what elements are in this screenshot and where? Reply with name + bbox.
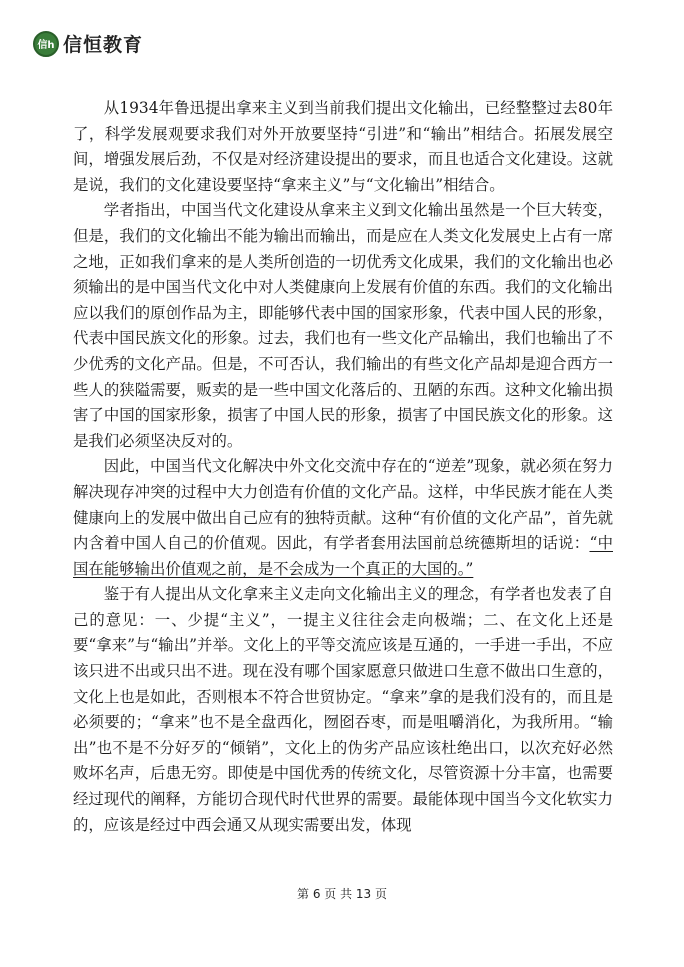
paragraph-3-text: 因此，中国当代文化解决中外文化交流中存在的“逆差”现象，就必须在努力解决现存冲突的过程中大力创造有价值的文化产品。这样，中华民族才能在人类健康向上的发展中做出自己应有的独特贡献。这种“有价值的文化产品”，首先就内含着中国人自己的价值观。因此，有学者套用法国前总统德斯坦的话说：	[73, 457, 613, 553]
brand-name: 信恒教育	[63, 34, 144, 56]
paragraph-4: 鉴于有人提出从文化拿来主义走向文化输出主义的理念，有学者也发表了自己的意见：一、少提“主义”，一提主义往往会走向极端；二、在文化上还是要“拿来”与“输出”并举。文化上的平等交流应该是互通的，一手进一手出，不应该只进不出或只出不进。现在没有哪个国家愿意只做进口生意不做出口生意的，文化上也是如此，否则根本不符合世贸协定。“拿来”拿的是我们没有的，而且是必须要的；“拿来”也不是全盘西化，囫囵吞枣，而是咀嚼消化，为我所用。“输出”也不是不分好歹的“倾销”，文化上的伪劣产品应该杜绝出口，以次充好必然败坏名声，后患无穷。即使是中国优秀的传统文化，尽管资源十分丰富，也需要经过现代的阐释，方能切合现代时代世界的需要。最能体现中国当今文化软实力的，应该是经过中西会通又从现实需要出发，体现	[73, 585, 613, 834]
paragraph-3	[73, 454, 613, 582]
quote-underlined: “中国在能够输出价值观之前，是不会成为一个真正的大国的。”	[73, 534, 613, 578]
logo-icon: 信h	[33, 31, 59, 57]
header-logo	[33, 30, 143, 57]
document-body	[73, 96, 613, 838]
page-number: 第 6 页 共 13 页	[297, 887, 387, 901]
paragraph-1: 从1934年鲁迅提出拿来主义到当前我们提出文化输出，已经整整过去80年了，科学发展观要求我们对外开放要坚持“引进”和“输出”相结合。拓展发展空间，增强发展后劲，不仅是对经济建设提出的要求，而且也适合文化建设。这就是说，我们的文化建设要坚持“拿来主义”与“文化输出”相结合。	[73, 99, 613, 194]
paragraph-2: 学者指出，中国当代文化建设从拿来主义到文化输出虽然是一个巨大转变，但是，我们的文化输出不能为输出而输出，而是应在人类文化发展史上占有一席之地，正如我们拿来的是人类所创造的一切优秀文化成果，我们的文化输出也必须输出的是中国当代文化中对人类健康向上发展有价值的东西。我们的文化输出应以我们的原创作品为主，即能够代表中国的国家形象，代表中国人民的形象，代表中国民族文化的形象。过去，我们也有一些文化产品输出，我们也输出了不少优秀的文化产品。但是，不可否认，我们输出的有些文化产品却是迎合西方一些人的狭隘需要，贩卖的是一些中国文化落后的、丑陋的东西。这种文化输出损害了中国的国家形象，损害了中国人民的形象，损害了中国民族文化的形象。这是我们必须坚决反对的。	[73, 201, 613, 450]
